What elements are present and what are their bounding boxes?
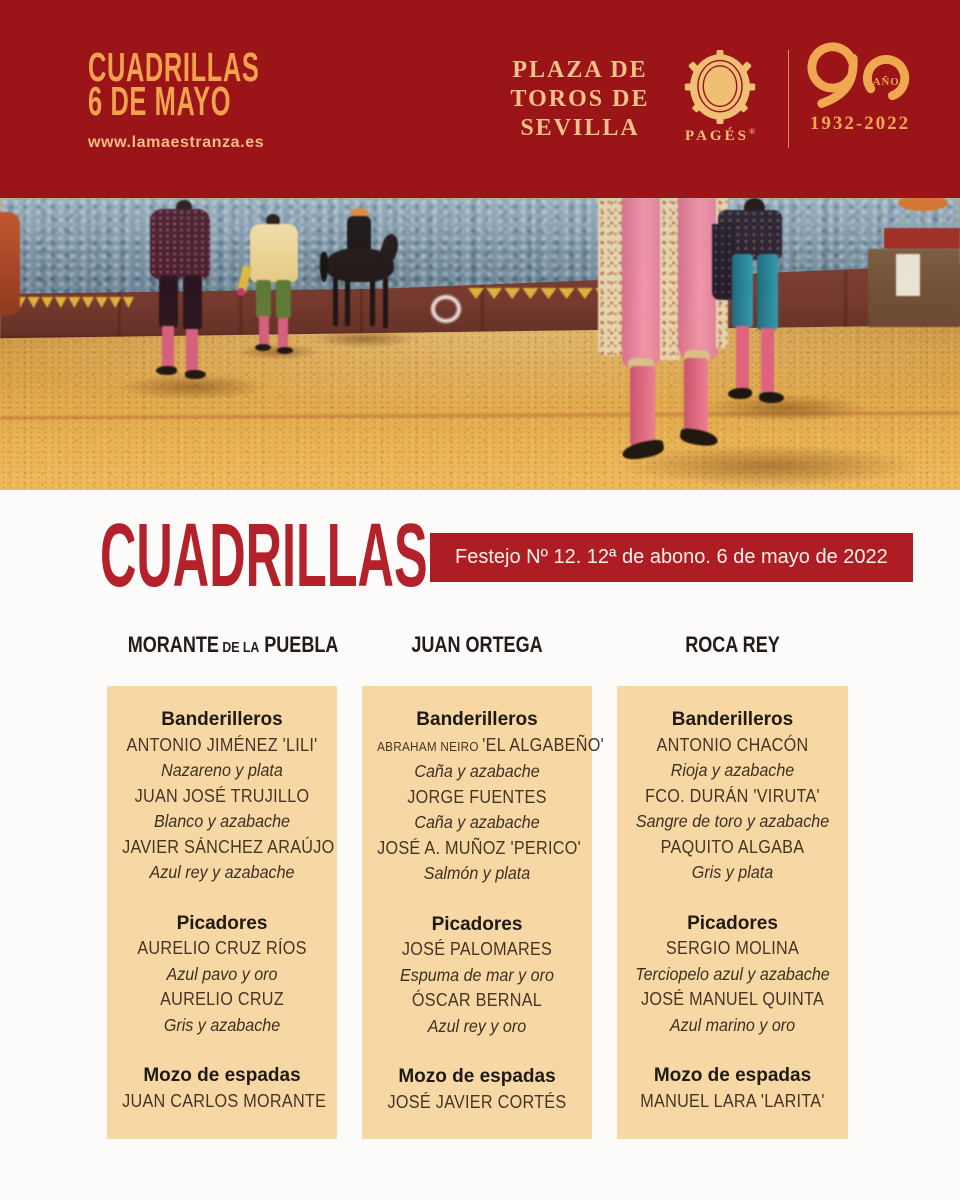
costume-colors: Azul rey y oro <box>427 1015 527 1036</box>
figures-layer <box>0 198 960 490</box>
member-name: FCO. DURÁN 'VIRUTA' <box>645 785 820 806</box>
matador-names-row <box>107 632 848 658</box>
plaza-name <box>497 56 663 143</box>
member-name: ANTONIO JIMÉNEZ 'LILI' <box>126 734 318 755</box>
breeches <box>183 276 202 330</box>
rider-body <box>347 216 371 252</box>
role-section <box>111 1063 333 1114</box>
breeches <box>159 276 178 328</box>
role-section <box>366 1064 588 1115</box>
member-name: ABRAHAM NEIRO 'EL ALGABEÑO' <box>377 734 604 755</box>
header-divider <box>788 50 789 148</box>
anios-text: AÑOS <box>872 75 907 88</box>
shoe <box>679 427 719 447</box>
shoe <box>255 344 271 351</box>
ninety-years-icon <box>806 42 914 112</box>
role-section <box>621 707 844 886</box>
member-name: ANTONIO CHACÓN <box>656 734 809 755</box>
member-name: JAVIER SÁNCHEZ ARAÚJO <box>122 836 335 857</box>
bullring-icon <box>684 50 756 124</box>
member-name: JUAN JOSÉ TRUJILLO <box>134 785 310 806</box>
costume-colors: Caña y azabache <box>414 761 540 781</box>
costume-colors: Azul pavo y oro <box>166 963 278 984</box>
member-name: PAQUITO ALGABA <box>660 836 805 857</box>
stocking <box>186 329 198 371</box>
role-heading: Banderilleros <box>161 709 283 730</box>
member-name: SERGIO MOLINA <box>665 938 800 958</box>
role-section <box>621 1063 844 1114</box>
parasol <box>898 198 948 211</box>
jacket <box>150 209 210 279</box>
role-section <box>111 707 333 886</box>
member-name: ÓSCAR BERNAL <box>411 990 543 1010</box>
role-heading: Mozo de espadas <box>653 1065 812 1086</box>
cuadrilla-cards-row <box>107 686 848 1139</box>
event-title <box>88 44 260 124</box>
matador-name-3 <box>638 632 827 658</box>
horse-leg <box>333 278 338 326</box>
role-section <box>366 707 604 887</box>
stocking <box>259 316 269 346</box>
banderilla-tip <box>237 288 245 296</box>
member-name: JOSÉ A. MUÑOZ 'PERICO' <box>377 837 581 858</box>
plaza-line2: TOROS DE <box>510 86 650 112</box>
shoe <box>277 347 293 354</box>
shoe <box>621 438 665 461</box>
horse-and-rider-figure <box>320 208 405 346</box>
role-heading: Picadores <box>687 912 778 934</box>
pages-label <box>676 127 764 145</box>
arena-photo <box>0 198 960 490</box>
matador-name-part: MORANTE <box>127 632 219 657</box>
role-heading: Banderilleros <box>416 709 538 730</box>
embroidered-panel <box>598 198 624 356</box>
anniversary-years: 1932-2022 <box>809 113 911 134</box>
matador-name-part: JUAN ORTEGA <box>411 632 543 657</box>
event-title-line1: CUADRILLAS <box>88 44 260 90</box>
embroidered-panel <box>660 198 680 360</box>
horse-neck <box>378 232 401 262</box>
member-name: AURELIO CRUZ RÍOS <box>137 938 307 958</box>
member-name: JORGE FUENTES <box>407 786 547 807</box>
jacket <box>250 224 298 282</box>
registered-mark: ® <box>748 127 755 136</box>
costume-colors: Azul rey y azabache <box>149 862 295 882</box>
member-name: JOSÉ JAVIER CORTÉS <box>387 1091 567 1112</box>
member-name: JUAN CARLOS MORANTE <box>122 1090 327 1111</box>
trouser-leg <box>622 198 662 368</box>
stocking <box>684 358 708 434</box>
matador-name-part: ROCA REY <box>685 632 780 657</box>
matador-name-2 <box>383 632 572 658</box>
cuadrilla-card-2 <box>362 686 604 1139</box>
festejo-banner: Festejo Nº 12. 12ª de abono. 6 de mayo de 2022 <box>430 533 913 582</box>
spectator-left <box>0 212 20 316</box>
stocking <box>630 366 655 446</box>
role-heading: Mozo de espadas <box>398 1066 556 1087</box>
member-name: JOSÉ PALOMARES <box>401 939 553 959</box>
cuadrilla-card-1 <box>107 686 337 1139</box>
shoe <box>728 388 752 399</box>
costume-colors: Rioja y azabache <box>670 760 795 780</box>
costume-colors: Gris y azabache <box>163 1014 281 1035</box>
role-section <box>621 911 844 1039</box>
anniversary-logo <box>802 42 918 135</box>
costume-colors: Terciopelo azul y azabache <box>635 963 830 984</box>
event-title-line2: 6 DE MAYO <box>88 78 232 124</box>
costume-colors: Nazareno y plata <box>161 760 283 780</box>
horse-leg <box>345 280 350 326</box>
member-name: MANUEL LARA 'LARITA' <box>640 1090 825 1111</box>
member-name: AURELIO CRUZ <box>160 989 284 1009</box>
stocking <box>736 326 749 392</box>
pages-logo <box>676 50 764 145</box>
shoe <box>156 366 177 375</box>
costume-colors: Gris y plata <box>691 862 774 882</box>
breeches <box>276 280 291 318</box>
breeches <box>256 280 271 318</box>
trouser-leg <box>757 254 778 330</box>
matador-name-part: PUEBLA <box>259 632 339 657</box>
plaza-line1: PLAZA DE <box>512 57 648 83</box>
shoe <box>759 392 784 403</box>
parasol-canopy <box>898 198 948 211</box>
banderillero-dark-figure <box>142 200 227 385</box>
plaza-line3: SEVILLA <box>520 115 640 141</box>
masthead <box>0 0 960 198</box>
section-title: CUADRILLAS <box>100 506 428 606</box>
costume-colors: Salmón y plata <box>423 863 531 883</box>
stocking <box>278 318 288 348</box>
pages-text: PAGÉS <box>685 128 749 144</box>
costume-colors: Caña y azabache <box>414 812 540 832</box>
matador-pink-figure <box>598 198 728 483</box>
shoe <box>185 370 206 379</box>
costume-colors: Azul marino y oro <box>669 1014 796 1035</box>
role-heading: Banderilleros <box>671 709 794 730</box>
role-section <box>111 911 333 1039</box>
horse-leg <box>383 278 388 328</box>
stocking <box>761 328 774 394</box>
trouser-leg <box>732 254 753 328</box>
costume-colors: Sangre de toro y azabache <box>635 811 830 831</box>
matador-name-part: DE LA <box>218 639 260 656</box>
matador-name-1 <box>127 632 339 658</box>
role-heading: Mozo de espadas <box>143 1065 301 1086</box>
costume-colors: Espuma de mar y oro <box>400 964 554 985</box>
role-heading: Picadores <box>431 913 523 935</box>
stocking <box>162 326 174 368</box>
cuadrilla-card-3 <box>617 686 848 1139</box>
role-heading: Picadores <box>176 912 268 934</box>
website-link[interactable]: www.lamaestranza.es <box>88 134 265 151</box>
member-name: JOSÉ MANUEL QUINTA <box>640 989 825 1009</box>
costume-colors: Blanco y azabache <box>153 811 291 831</box>
role-section <box>366 912 588 1040</box>
horse-leg <box>370 280 375 326</box>
banderillero-cream-figure <box>243 214 305 356</box>
matador-teal-figure <box>714 198 802 410</box>
horse-tail <box>320 252 328 282</box>
figure-body <box>0 212 20 316</box>
member-name-prefix: ABRAHAM NEIRO <box>377 738 483 754</box>
